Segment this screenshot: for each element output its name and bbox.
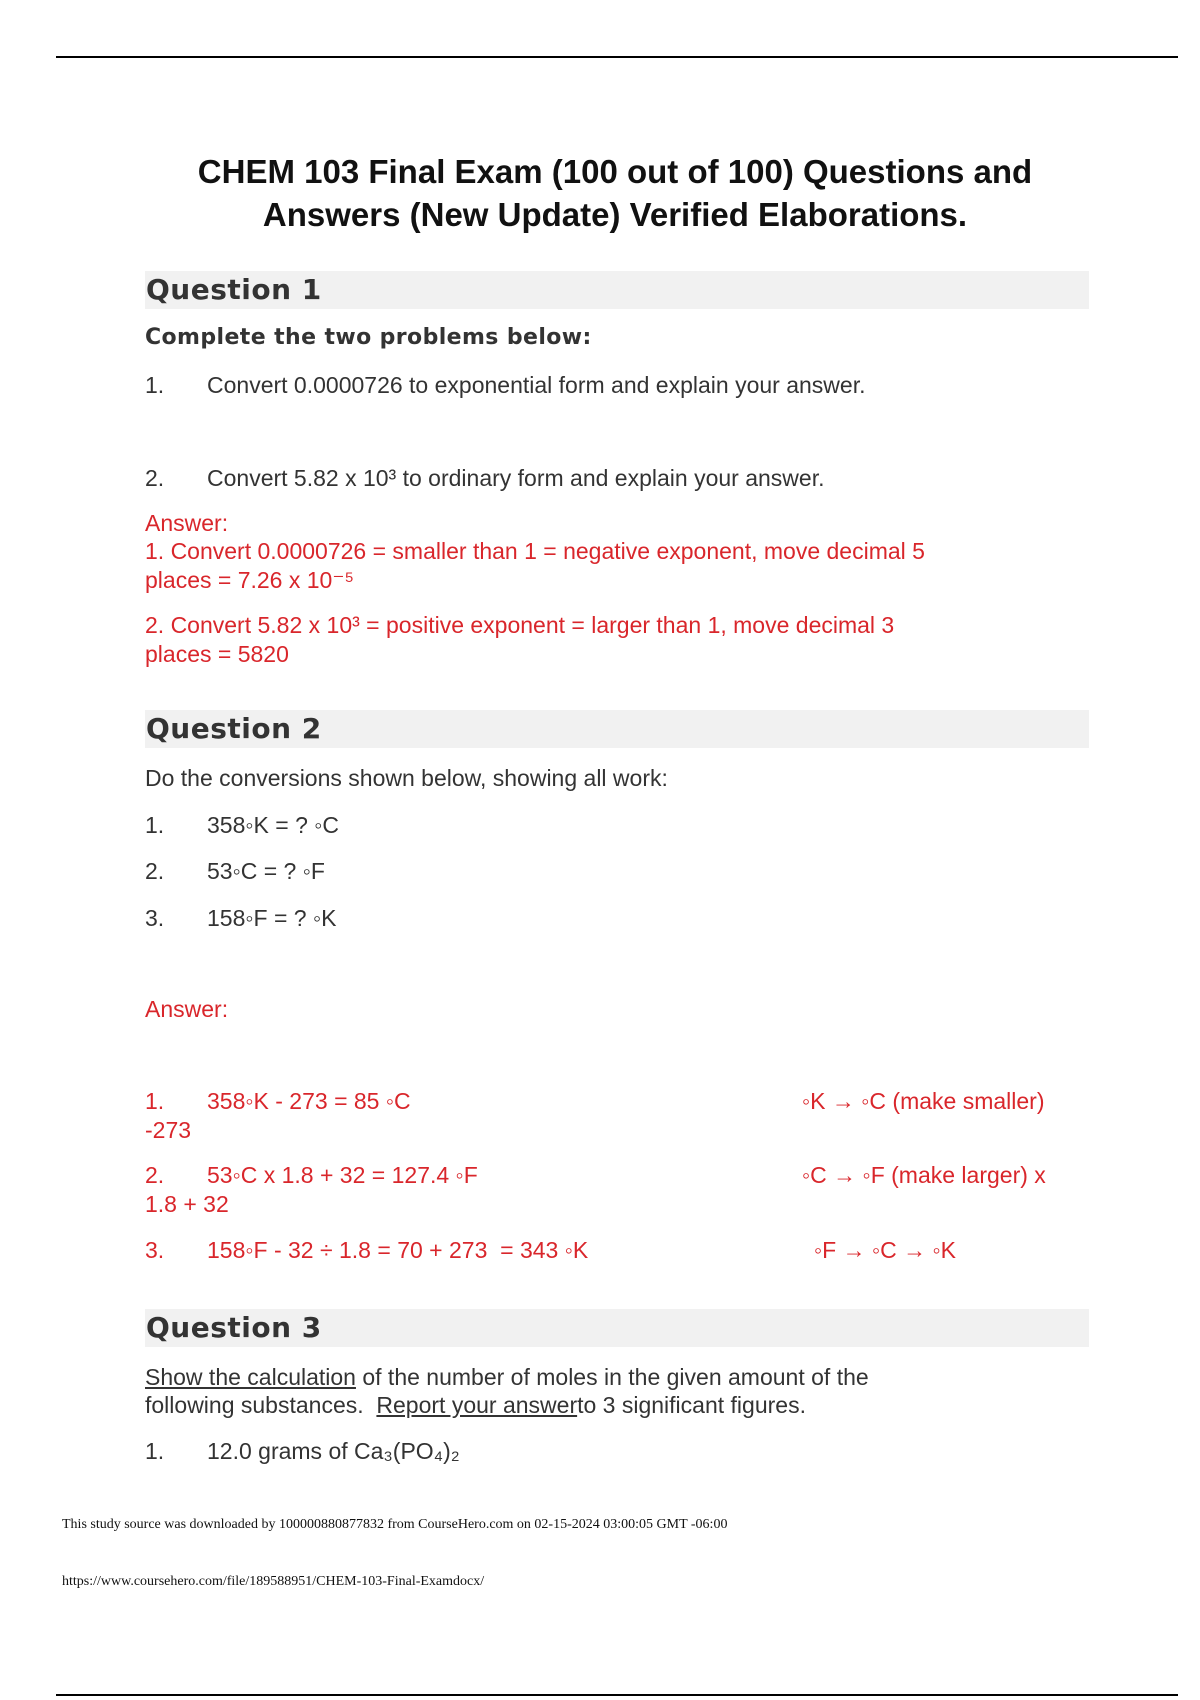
source-url: https://www.coursehero.com/file/189588951/CHEM-103-Final-Examdocx/ (62, 1574, 485, 1589)
item-text: Convert 5.82 x 10³ to ordinary form and explain your answer. (207, 465, 825, 491)
instruction-text: of the number of moles in the given amount of the (355, 1364, 869, 1390)
question-3-item-1 (145, 1437, 460, 1466)
question-2-note-1: ◦K → ◦C (make smaller) (802, 1088, 1045, 1114)
question-2-note-2: ◦C → ◦F (make larger) x (802, 1162, 1046, 1188)
answer-text: 53◦C x 1.8 + 32 = 127.4 ◦F (207, 1162, 478, 1188)
item-number: 3. (145, 905, 165, 931)
answer-number: 2. (145, 1162, 165, 1188)
title-line-1: CHEM 103 Final Exam (100 out of 100) Questions and (197, 153, 1033, 190)
question-1-answer-label: Answer: (145, 510, 229, 536)
question-2-item-1 (145, 811, 339, 840)
question-1-heading: Question 1 (145, 271, 1089, 309)
answer-text: 158◦F - 32 ÷ 1.8 = 70 + 273 = 343 ◦K (207, 1237, 589, 1263)
top-rule (56, 56, 1178, 58)
answer-continuation: 1.8 + 32 (145, 1191, 229, 1217)
instruction-text: to 3 significant figures. (577, 1392, 806, 1418)
title-line-2: Answers (New Update) Verified Elaborations. (262, 196, 968, 233)
item-text: 12.0 grams of Ca₃(PO₄)₂ (207, 1438, 460, 1464)
item-number: 1. (145, 1438, 165, 1464)
question-2-note-3: ◦F → ◦C → ◦K (814, 1237, 957, 1263)
question-2-intro: Do the conversions shown below, showing all work: (145, 765, 668, 791)
item-text: 158◦F = ? ◦K (207, 905, 337, 931)
question-3-instructions-line-1 (145, 1363, 869, 1392)
question-2-item-3 (145, 904, 336, 933)
item-text: 53◦C = ? ◦F (207, 858, 325, 884)
bottom-rule (56, 1694, 1178, 1696)
download-source-notice: This study source was downloaded by 100000880877832 from CourseHero.com on 02-15-2024 03:00:05 GMT -06:00 (62, 1517, 728, 1532)
underlined-text: Show the calculation (145, 1364, 356, 1390)
item-number: 2. (145, 858, 165, 884)
underlined-text: Report your answer (376, 1392, 578, 1418)
answer-number: 1. (145, 1088, 165, 1114)
answer-continuation: -273 (145, 1117, 192, 1143)
item-number: 1. (145, 812, 165, 838)
question-2-item-2 (145, 857, 325, 886)
document-title (120, 150, 1110, 236)
item-number: 2. (145, 465, 165, 491)
answer-text: 358◦K - 273 = 85 ◦C (207, 1088, 411, 1114)
answer-line: 1. Convert 0.0000726 = smaller than 1 = negative exponent, move decimal 5 (145, 538, 925, 564)
question-1-answer-1 (145, 537, 1095, 595)
answer-line: places = 7.26 x 10⁻⁵ (145, 567, 354, 593)
answer-line: 2. Convert 5.82 x 10³ = positive exponent = larger than 1, move decimal 3 (145, 612, 895, 638)
question-2-heading: Question 2 (145, 710, 1089, 748)
question-1-item-1 (145, 371, 865, 400)
answer-number: 3. (145, 1237, 165, 1263)
question-1-subheading: Complete the two problems below: (145, 325, 592, 350)
question-3-heading: Question 3 (145, 1309, 1089, 1347)
item-number: 1. (145, 372, 165, 398)
answer-line: places = 5820 (145, 641, 289, 667)
item-text: Convert 0.0000726 to exponential form and explain your answer. (207, 372, 866, 398)
question-3-instructions-line-2 (145, 1391, 806, 1420)
question-1-item-2 (145, 464, 825, 493)
question-1-answer-2 (145, 611, 1095, 669)
question-2-answer-label: Answer: (145, 996, 229, 1022)
instruction-text: following substances. (145, 1392, 377, 1418)
item-text: 358◦K = ? ◦C (207, 812, 340, 838)
